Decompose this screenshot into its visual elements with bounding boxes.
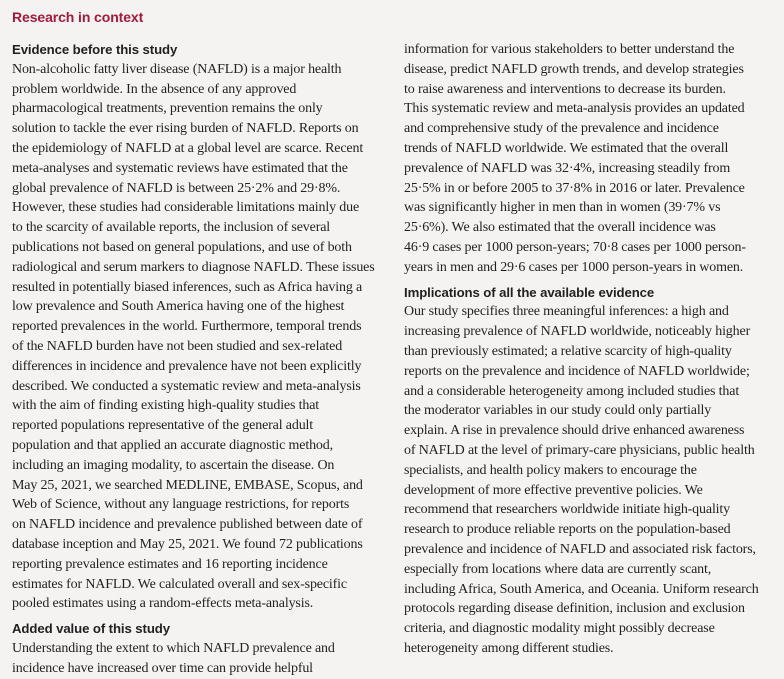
- text-line: Web of Science, without any language restrictions, for reports: [12, 497, 350, 513]
- text-line: criteria, and diagnostic modality might possibly decrease: [404, 621, 715, 637]
- text-line: pharmacological treatments, prevention remains the only: [12, 101, 323, 117]
- text-line: prevalence of NAFLD was 32·4%, increasing steadily from: [404, 160, 731, 176]
- text-line: years in men and 29·6 cases per 1000 person-years in women.: [404, 259, 744, 275]
- text-line: However, these studies had considerable limitations mainly due: [12, 200, 360, 216]
- text-line: global prevalence of NAFLD is between 25·2% and 29·8%.: [12, 180, 341, 196]
- text-line: explain. A rise in prevalence should drive enhanced awareness: [404, 423, 745, 439]
- text-line: problem worldwide. In the absence of any approved: [12, 81, 297, 97]
- text-line: prevalence and incidence of NAFLD and associated risk factors,: [404, 541, 756, 557]
- text-line: radiological and serum markers to diagnose NAFLD. These issues: [12, 259, 375, 275]
- text-line: including an imaging modality, to ascertain the disease. On: [12, 457, 335, 473]
- text-line: pooled estimates using a random-effects meta-analysis.: [12, 596, 314, 612]
- text-line: including Africa, South America, and Oceania. Uniform research: [404, 581, 759, 597]
- text-line: the epidemiology of NAFLD at a global level are scarce. Recent: [12, 140, 364, 156]
- text-line: disease, predict NAFLD growth trends, and develop strategies: [404, 61, 744, 77]
- section-heading-implications: Implications of all the available evidence: [404, 284, 655, 300]
- right-column: [404, 40, 776, 659]
- text-line: Non-alcoholic fatty liver disease (NAFLD) is a major health: [12, 61, 342, 77]
- text-line: reports on the prevalence and incidence of NAFLD worldwide;: [404, 363, 750, 379]
- text-line: of NAFLD at the level of primary-care physicians, public health: [404, 442, 755, 458]
- text-line: and a considerable heterogeneity among included studies that: [404, 383, 740, 399]
- section-body-added-value: [12, 639, 384, 679]
- section-body-added-value-continued: [404, 40, 776, 278]
- section-heading-added-value: Added value of this study: [12, 621, 170, 637]
- text-line: research to produce reliable reports on the population-based: [404, 522, 731, 538]
- section-body-implications: [404, 302, 776, 658]
- text-line: with the aim of finding existing high-quality studies that: [12, 398, 320, 414]
- text-line: 25·5% in or before 2005 to 37·8% in 2016 or later. Prevalence: [404, 180, 745, 196]
- text-line: publications not based on general populations, and use of both: [12, 239, 352, 255]
- left-column: [12, 40, 384, 679]
- text-line: solution to tackle the ever rising burden of NAFLD. Reports on: [12, 121, 359, 137]
- text-line: protocols regarding disease definition, inclusion and exclusion: [404, 601, 745, 617]
- text-line: the moderator variables in our study could only partially: [404, 403, 712, 419]
- text-line: differences in incidence and prevalence have not been explicitly: [12, 358, 362, 374]
- text-line: heterogeneity among different studies.: [404, 640, 614, 656]
- text-line: to raise awareness and interventions to decrease its burden.: [404, 81, 726, 97]
- text-line: May 25, 2021, we searched MEDLINE, EMBASE, Scopus, and: [12, 477, 363, 493]
- text-line: reported populations representative of the general adult: [12, 418, 314, 434]
- text-line: to the scarcity of available reports, the inclusion of several: [12, 220, 331, 236]
- text-line: reporting prevalence estimates and 16 reporting incidence: [12, 556, 328, 572]
- text-line: 25·6%). We also estimated that the overall incidence was: [404, 220, 716, 236]
- text-line: database inception and May 25, 2021. We found 72 publications: [12, 536, 363, 552]
- text-line: of the NAFLD burden have not been studied and sex-related: [12, 338, 343, 354]
- text-line: Our study specifies three meaningful inferences: a high and: [404, 304, 729, 320]
- text-line: specialists, and health policy makers to encourage the: [404, 462, 697, 478]
- text-line: and comprehensive study of the prevalence and incidence: [404, 121, 719, 137]
- text-line: reported prevalences in the world. Furthermore, temporal trends: [12, 319, 362, 335]
- text-line: population and that applied an accurate diagnostic method,: [12, 437, 333, 453]
- text-line: development of more effective preventive policies. We: [404, 482, 703, 498]
- text-line: resulted in potentially biased inferences, such as Africa having a: [12, 279, 363, 295]
- section-heading-evidence-before: Evidence before this study: [12, 42, 178, 57]
- text-line: especially from locations where data are currently scant,: [404, 561, 712, 577]
- text-line: This systematic review and meta-analysis provides an updated: [404, 101, 745, 117]
- text-line: described. We conducted a systematic review and meta-analysis: [12, 378, 361, 394]
- text-line: meta-analyses and systematic reviews have estimated that the: [12, 160, 348, 176]
- text-line: low prevalence and South America having one of the highest: [12, 299, 345, 315]
- text-line: 46·9 cases per 1000 person-years; 70·8 cases per 1000 person-: [404, 239, 746, 255]
- text-line: Understanding the extent to which NAFLD prevalence and: [12, 640, 335, 656]
- text-line: increasing prevalence of NAFLD worldwide, noticeably higher: [404, 324, 751, 340]
- text-line: on NAFLD incidence and prevalence published between date of: [12, 517, 363, 533]
- panel-title: Research in context: [12, 9, 144, 25]
- text-line: trends of NAFLD worldwide. We estimated that the overall: [404, 140, 729, 156]
- text-line: incidence have increased over time can provide helpful: [12, 660, 313, 676]
- text-line: information for various stakeholders to better understand the: [404, 42, 735, 57]
- text-line: than previously estimated; a relative scarcity of high-quality: [404, 343, 732, 359]
- section-body-evidence-before: [12, 60, 384, 614]
- text-line: estimates for NAFLD. We calculated overall and sex-specific: [12, 576, 347, 592]
- text-line: recommend that researchers worldwide initiate high-quality: [404, 502, 731, 518]
- text-line: was significantly higher in men than in women (39·7% vs: [404, 200, 721, 216]
